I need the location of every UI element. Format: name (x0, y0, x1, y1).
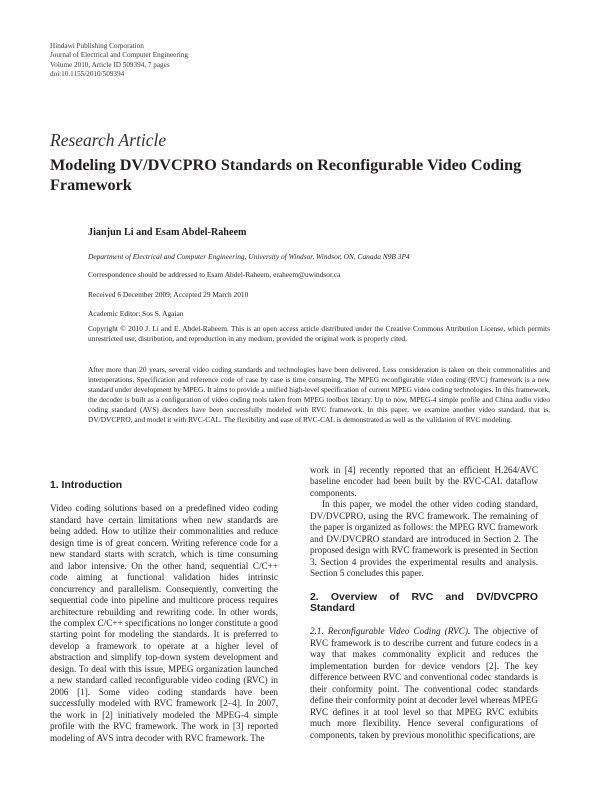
journal-name: Journal of Electrical and Computer Engineering (50, 51, 188, 60)
rvc-subsection-paragraph (310, 626, 538, 741)
section-heading-overview: 2. Overview of RVC and DV/DVCPRO Standard (310, 591, 538, 614)
affiliation: Department of Electrical and Computer Engineering, University of Windsor, Windsor, ON, Canada N9B 3P4 (88, 252, 410, 261)
subsection-label: 2.1. Reconfigurable Video Coding (RVC). (310, 626, 471, 637)
subsection-text: The objective of RVC framework is to describe current and future codecs in a way that makes commonality explicit and reduces the implementation burden for device vendors [2]. The key difference between RVC and conventional codec standards is their conformity point. The conventional codec standards define their conformity point at decoder level whereas MPEG RVC defines it at tool level so that MPEG RVC exhibits much more flexibility. Hence several configurations of components, taken by previous monolithic specifications, are (310, 626, 539, 740)
paper-title: Modeling DV/DVCPRO Standards on Reconfigurable Video Coding Framework (50, 156, 522, 194)
paper-organization-paragraph: In this paper, we model the other video coding standard, DV/DVCPRO, using the RVC framework. The remaining of the paper is organized as follows: the MPEG RVC framework and DV/DVCPRO standard are introduced in Section 2. The proposed design with RVC framework is presented in Section 3. Section 4 provides the experimental results and analysis. Section 5 concludes this paper. (310, 499, 538, 579)
publisher: Hindawi Publishing Corporation (50, 42, 144, 50)
volume-info: Volume 2010, Article ID 509394, 7 pages (50, 60, 170, 69)
left-column (50, 480, 278, 744)
received-accepted-dates: Received 6 December 2009; Accepted 29 March 2010 (88, 290, 249, 299)
doi[interactable]: doi:10.1155/2010/509394 (50, 70, 125, 79)
correspondence[interactable]: Correspondence should be addressed to Esam Abdel-Raheem, eraheem@uwindsor.ca (88, 270, 341, 279)
section-heading-introduction: 1. Introduction (50, 480, 123, 491)
journal-header (50, 42, 188, 80)
article-type: Research Article (50, 130, 167, 150)
authors: Jianjun Li and Esam Abdel-Raheem (88, 227, 247, 238)
right-column (310, 465, 538, 741)
academic-editor: Academic Editor: Sos S. Agaian (88, 309, 184, 318)
introduction-paragraph-continued: work in [4] recently reported that an efficient H.264/AVC baseline encoder had been built by the RVC-CAL dataflow components. (310, 465, 538, 498)
copyright-notice: Copyright © 2010 J. Li and E. Abdel-Raheem. This is an open access article distributed under the Creative Commons Attribution License, which permits unrestricted use, distribution, and reproduction in any medium, provided the original work is properly cited. (88, 324, 550, 343)
abstract: After more than 20 years, several video coding standards and technologies have been delivered. Less consideration is taken on their commonalities and interoperations. Specification and reference code of case by case is time consuming. The MPEG reconfigurable video coding (RVC) framework is a new standard under development by MPEG. It aims to provide a unified high-level specification of current MPEG video coding technologies. In this framework, the decoder is built as a configuration of video coding tools taken from MPEG toolbox library. Up to now, MPEG-4 simple profile and China audio video coding standard (AVS) decoders have been successfully modeled with RVC framework. In this paper, we examine another video standard, that is, DV/DVCPRO, and model it with RVC-CAL. The flexibility and ease of RVC-CAL is demonstrated as well as the validation of RVC modeling. (88, 365, 550, 424)
introduction-paragraph: Video coding solutions based on a predefined video coding standard have certain limitations when new standards are being added. How to utilize their commonalities and reduce design time is of great concern. Writing reference code for a new standard starts with scratch, which is time consuming and labor intensive. On the other hand, sequential C/C++ code aiming at functional validation hides intrinsic concurrency and parallelism. Consequently, converting the sequential code into pipeline and multicore process requires architecture rebuilding and rewriting code. In other words, the complex C/C++ specifications no longer constitute a good starting point for modeling the standards. It is preferred to develop a framework to operate at a higher level of abstraction and simplify top-down system development and design. To deal with this issue, MPEG organization launched a new standard called reconfigurable video coding (RVC) in 2006 [1]. Some video coding standards have been successfully modeled with RVC framework [2–4]. In 2007, the work in [2] initiatively modeled the MPEG-4 simple profile with the RVC framework. The work in [3] reported modeling of AVS intra decoder with RVC framework. The (50, 503, 278, 743)
